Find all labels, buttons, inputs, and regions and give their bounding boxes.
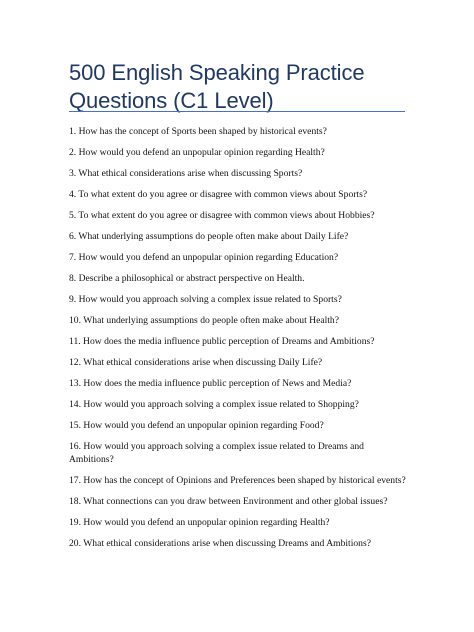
- question-item: 18. What connections can you draw between Environment and other global issues?: [69, 496, 388, 507]
- question-list: [69, 125, 409, 558]
- question-item: 14. How would you approach solving a complex issue related to Shopping?: [69, 399, 359, 410]
- question-item: 16. How would you approach solving a complex issue related to Dreams and Ambitions?: [69, 441, 364, 465]
- question-item: 1. How has the concept of Sports been shaped by historical events?: [69, 126, 327, 137]
- question-item: 8. Describe a philosophical or abstract perspective on Health.: [69, 273, 305, 284]
- title-underline-rule: [69, 111, 405, 112]
- document-title: 500 English Speaking Practice Questions (C1 Level): [69, 60, 365, 113]
- question-item: 10. What underlying assumptions do people often make about Health?: [69, 315, 339, 326]
- question-item: 13. How does the media influence public perception of News and Media?: [69, 378, 352, 389]
- question-item: 2. How would you defend an unpopular opinion regarding Health?: [69, 147, 325, 158]
- question-item: 7. How would you defend an unpopular opinion regarding Education?: [69, 252, 339, 263]
- question-item: 5. To what extent do you agree or disagree with common views about Hobbies?: [69, 210, 375, 221]
- question-item: 9. How would you approach solving a complex issue related to Sports?: [69, 294, 342, 305]
- question-item: 19. How would you defend an unpopular opinion regarding Health?: [69, 517, 330, 528]
- question-item: 17. How has the concept of Opinions and Preferences been shaped by historical events?: [69, 475, 406, 486]
- question-item: 12. What ethical considerations arise when discussing Daily Life?: [69, 357, 323, 368]
- question-item: 15. How would you defend an unpopular opinion regarding Food?: [69, 420, 324, 431]
- question-item: 6. What underlying assumptions do people often make about Daily Life?: [69, 231, 349, 242]
- question-item: 20. What ethical considerations arise when discussing Dreams and Ambitions?: [69, 538, 371, 549]
- question-item: 3. What ethical considerations arise when discussing Sports?: [69, 168, 303, 179]
- question-item: 4. To what extent do you agree or disagree with common views about Sports?: [69, 189, 368, 200]
- question-item: 11. How does the media influence public perception of Dreams and Ambitions?: [69, 336, 375, 347]
